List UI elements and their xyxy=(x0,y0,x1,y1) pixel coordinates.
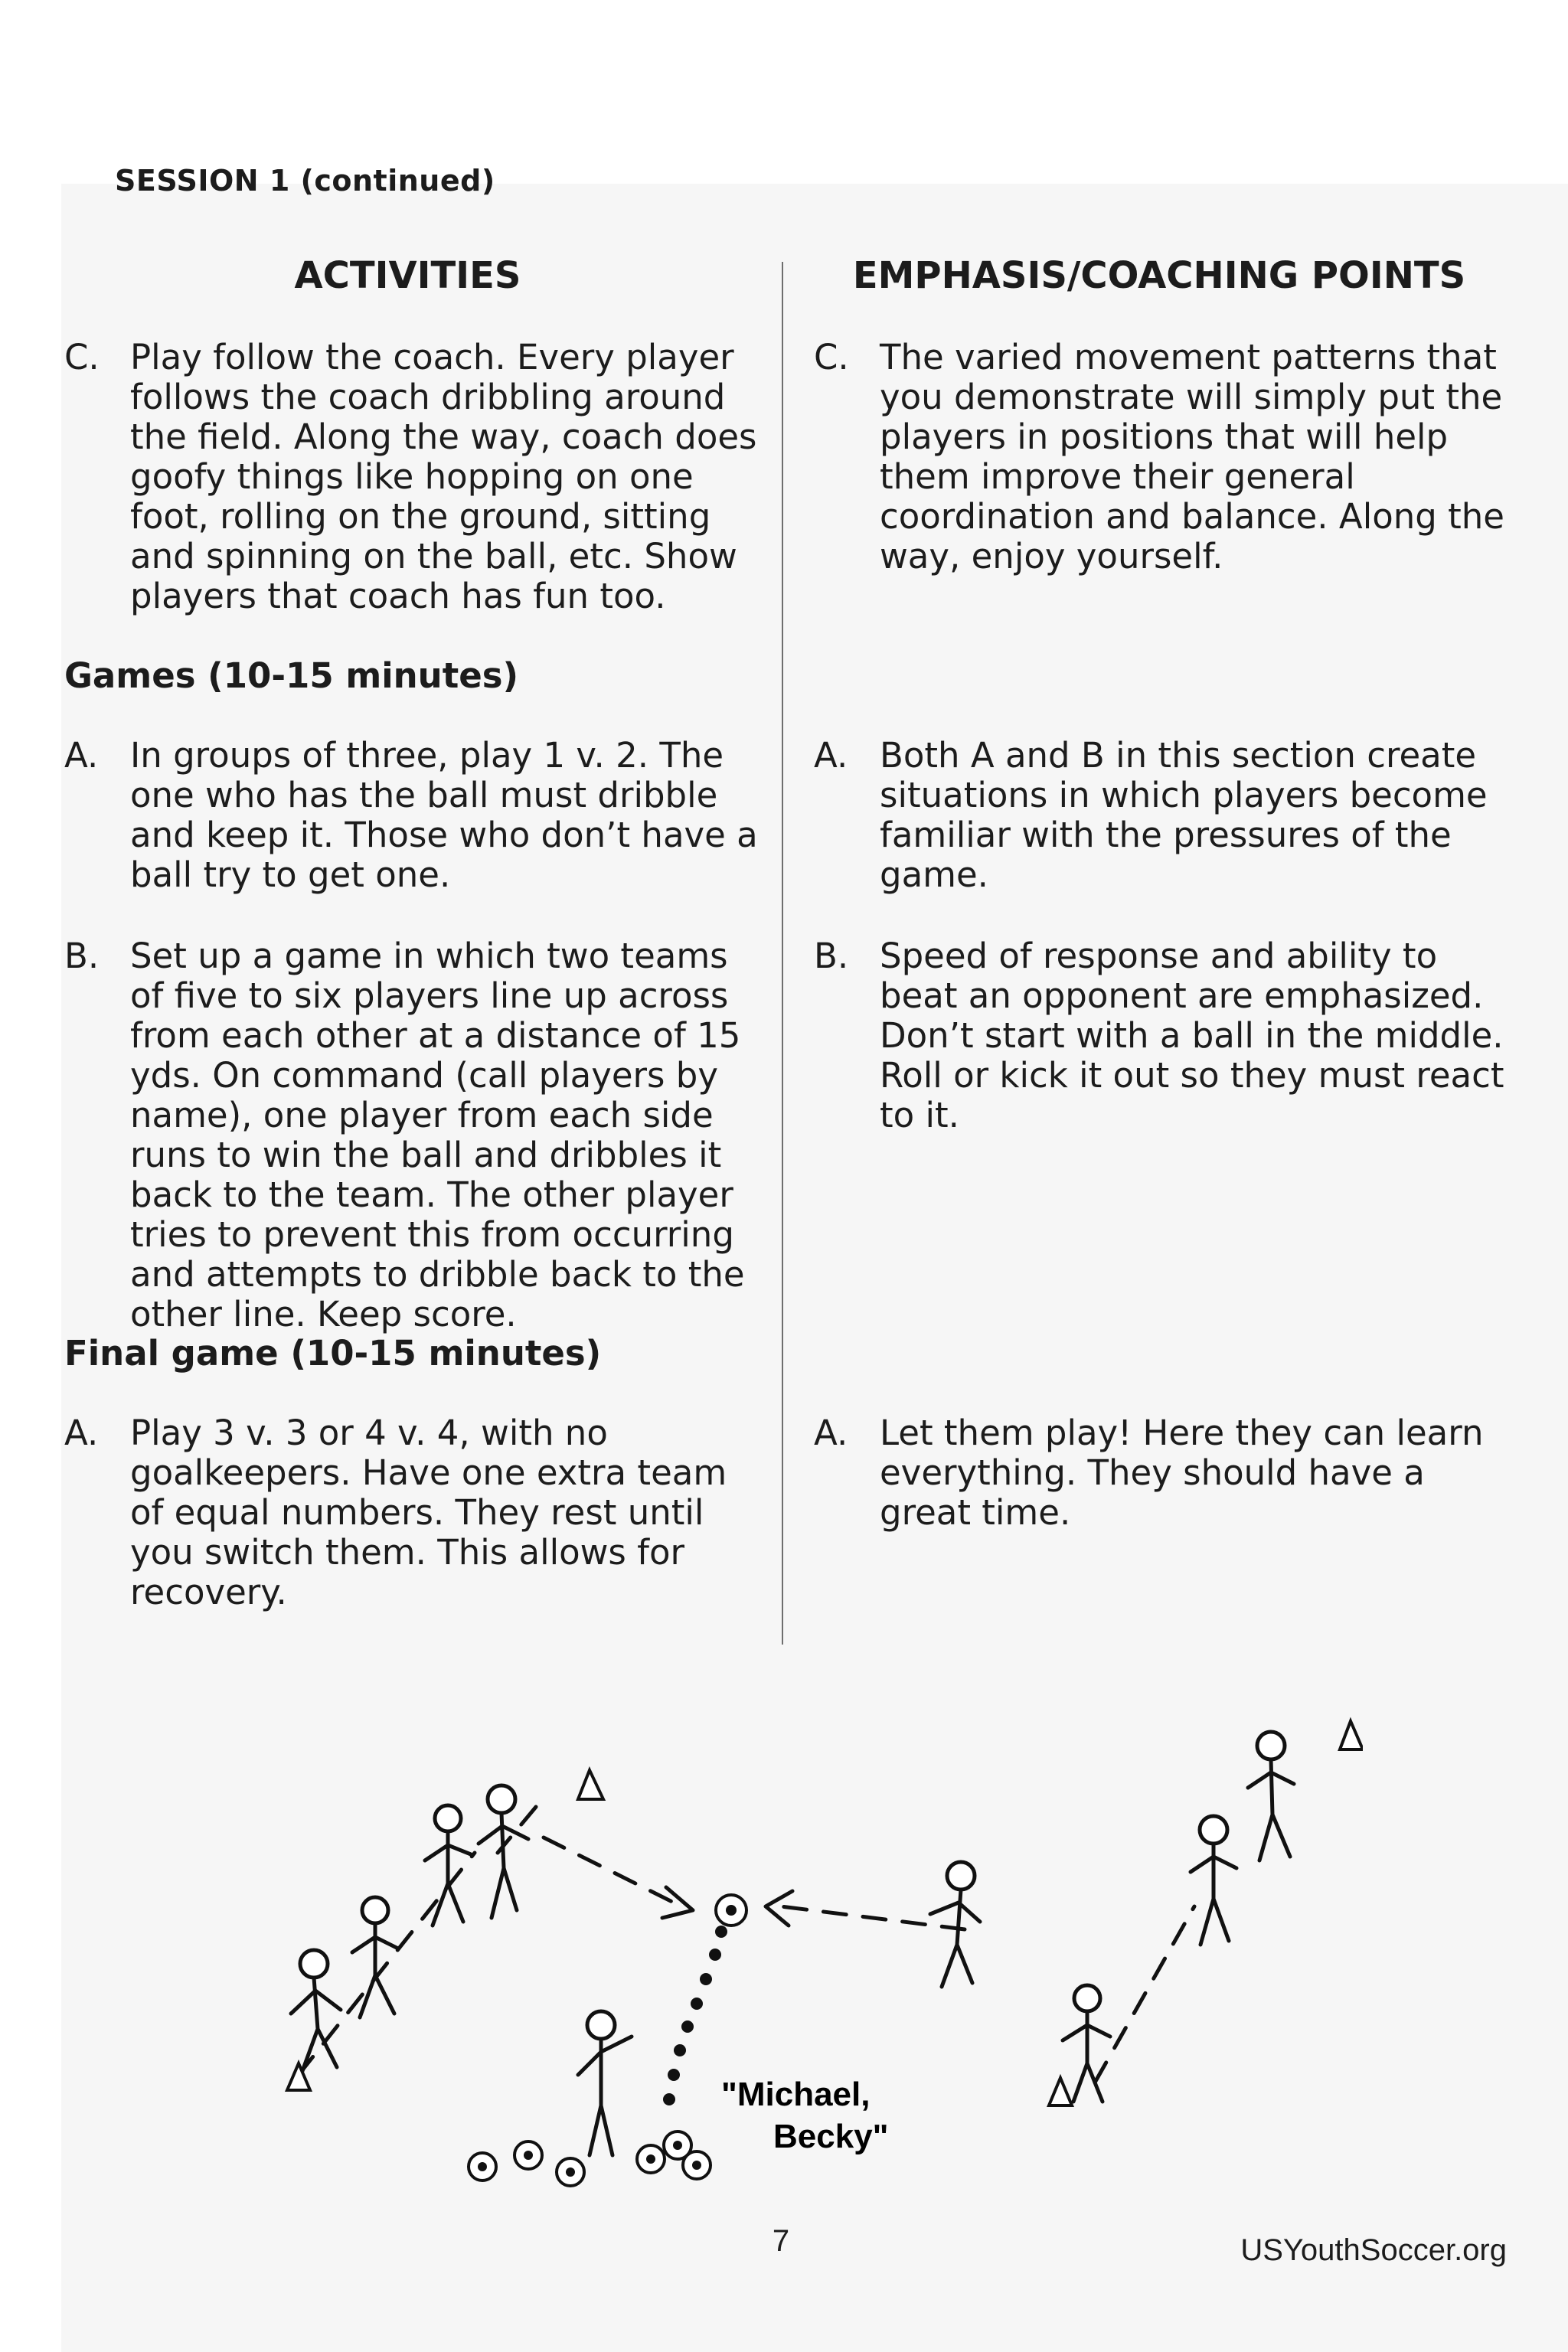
player-figure xyxy=(479,1785,528,1918)
activity-c xyxy=(64,338,761,616)
emphasis-c xyxy=(814,338,1518,577)
player-figure xyxy=(930,1862,980,1987)
page-number: 7 xyxy=(772,2224,790,2258)
item-letter: A. xyxy=(64,735,99,776)
called-names-line1: "Michael, xyxy=(721,2076,871,2113)
item-text: Play 3 v. 3 or 4 v. 4, with no goalkeepers. Have one extra team of equal numbers. They rest until you switch them. This allows for recovery. xyxy=(130,1413,727,1612)
emphasis-column-heading: EMPHASIS/COACHING POINTS xyxy=(852,254,1466,297)
cone-icon xyxy=(578,1770,603,1799)
item-letter: A. xyxy=(814,735,848,776)
item-text: Both A and B in this section create situations in which players become familiar with the pressures of the game. xyxy=(880,735,1488,895)
arrow-head-left xyxy=(662,1887,693,1918)
games-point-b xyxy=(814,936,1518,1135)
final-game-point-a xyxy=(814,1413,1518,1533)
item-letter: B. xyxy=(64,936,100,976)
games-activity-b xyxy=(64,936,761,1334)
item-text: The varied movement patterns that you demonstrate will simply put the players in positions that will help them improve their general coordination and balance. Along the way, enjoy yourself. xyxy=(880,337,1504,577)
item-letter: A. xyxy=(814,1413,848,1453)
player-figure xyxy=(291,1950,341,2071)
item-letter: C. xyxy=(64,337,100,377)
footer-url: USYouthSoccer.org xyxy=(1240,2233,1507,2267)
final-game-activity-a xyxy=(64,1413,761,1612)
called-names-line2: Becky" xyxy=(773,2118,889,2155)
item-text: Play follow the coach. Every player follows the coach dribbling around the field. Along the way, coach does goofy things like hopping on one foot, rolling on the ground, sitting and spinning on the ball, etc. Show players that coach has fun too. xyxy=(130,337,757,616)
games-point-a xyxy=(814,736,1518,895)
item-text: In groups of three, play 1 v. 2. The one who has the ball must dribble and keep it. Those who don’t have a ball try to get one. xyxy=(130,735,758,895)
player-figure xyxy=(1063,1985,1110,2102)
referee-figure xyxy=(578,2011,632,2155)
item-letter: B. xyxy=(814,936,849,976)
games-activity-a xyxy=(64,736,761,895)
item-letter: C. xyxy=(814,337,849,377)
player-figure xyxy=(1191,1816,1236,1945)
activities-column-heading: ACTIVITIES xyxy=(294,254,521,297)
column-divider xyxy=(782,262,783,1645)
item-letter: A. xyxy=(64,1413,99,1453)
cone-icon xyxy=(1340,1721,1363,1749)
dashed-run-path-right xyxy=(1095,1906,1194,2082)
cone-icon xyxy=(1049,2078,1072,2105)
player-figure xyxy=(1248,1732,1294,1860)
item-text: Let them play! Here they can learn everything. They should have a great time. xyxy=(880,1413,1484,1533)
games-heading: Games (10-15 minutes) xyxy=(64,655,519,696)
dotted-ball-path xyxy=(663,1926,727,2105)
soccer-drill-illustration xyxy=(214,1677,1363,2213)
item-text: Speed of response and ability to beat an opponent are emphasized. Don’t start with a ball in the middle. Roll or kick it out so they must react to it. xyxy=(880,936,1504,1135)
final-game-heading: Final game (10-15 minutes) xyxy=(64,1333,602,1374)
dashed-arrow-left xyxy=(544,1838,681,1906)
session-heading: SESSION 1 (continued) xyxy=(115,164,495,198)
item-text: Set up a game in which two teams of five to six players line up across from each other at a distance of 15 yds. On command (call players by name), one player from each side runs to win the ball and dribbles it back to the team. The other player tries to prevent this from occurring and attempts to dribble back to the other line. Keep score. xyxy=(130,936,745,1334)
